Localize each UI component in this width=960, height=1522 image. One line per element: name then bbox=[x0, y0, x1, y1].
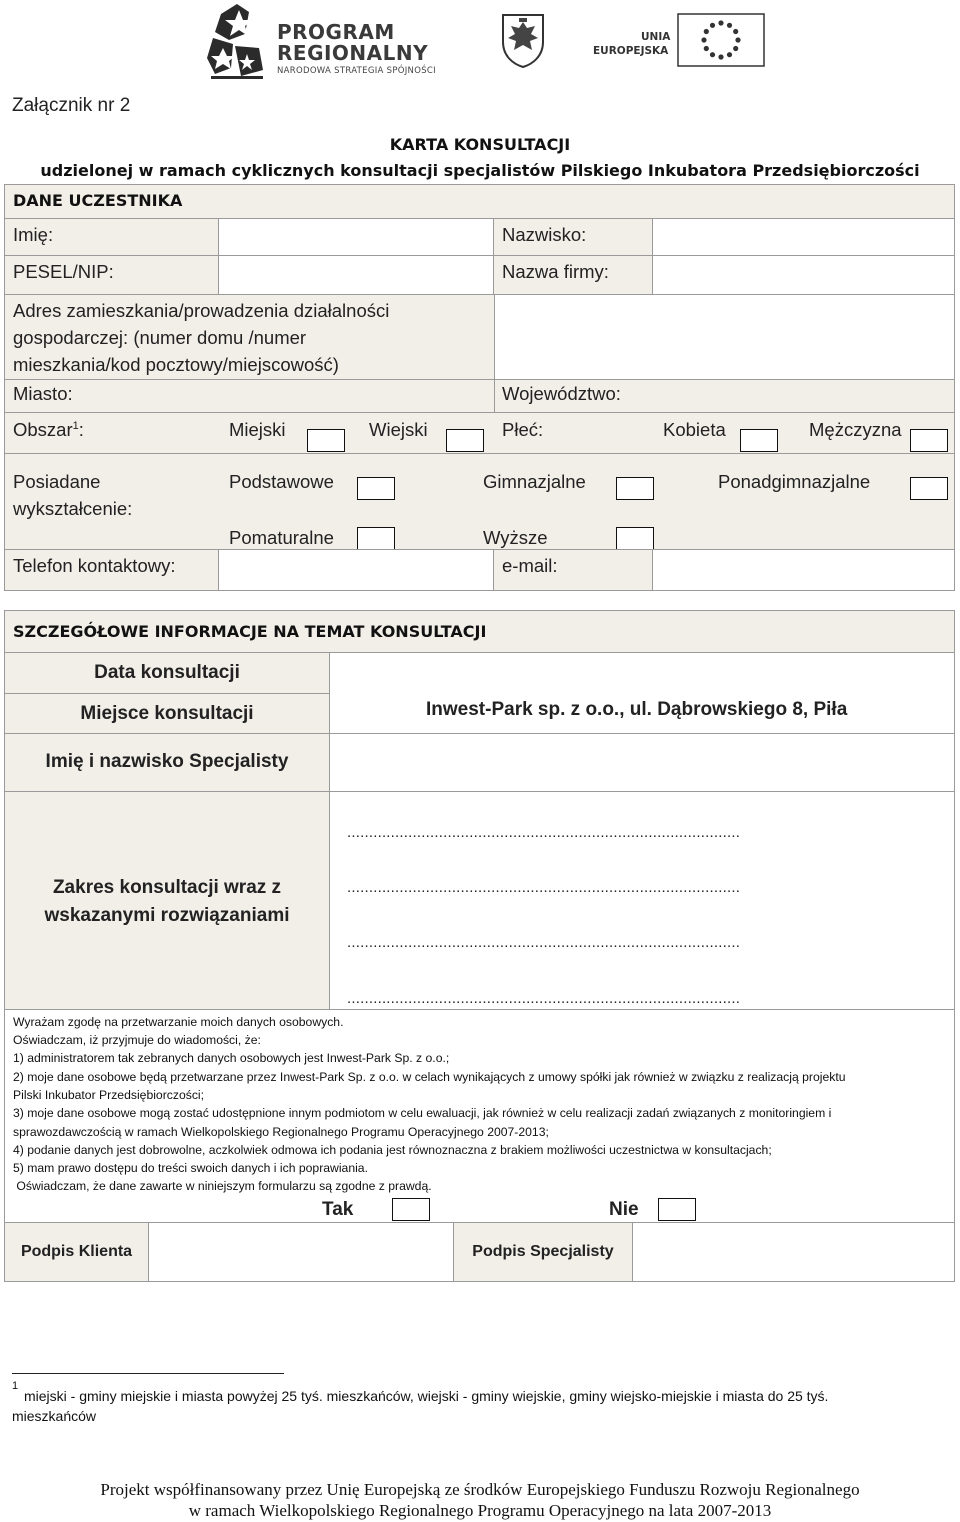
consent-line: 5) mam prawo dostępu do treści swoich danych i ich poprawiania. bbox=[13, 1161, 368, 1175]
scope-dots-3: .......................................................................................... bbox=[347, 934, 741, 951]
consent-line: Oświadczam, iż przyjmuje do wiadomości, że: bbox=[13, 1033, 261, 1047]
first-name-field[interactable] bbox=[218, 218, 494, 256]
place-label: Miejsce konsultacji bbox=[80, 703, 254, 724]
pesel-field[interactable] bbox=[218, 255, 494, 295]
consent-line: Wyrażam zgodę na przetwarzanie moich danych osobowych. bbox=[13, 1015, 344, 1029]
participant-section-title: DANE UCZESTNIKA bbox=[13, 191, 183, 210]
footnote-separator bbox=[12, 1373, 284, 1374]
page-title: KARTA KONSULTACJI bbox=[389, 135, 571, 154]
place-value: Inwest-Park sp. z o.o., ul. Dąbrowskiego 8, Piła bbox=[426, 699, 848, 720]
scope-label-l1: Zakres konsultacji wraz z bbox=[52, 877, 282, 898]
edu-post-checkbox[interactable] bbox=[357, 527, 395, 550]
edu-higher-label: Wyższe bbox=[483, 527, 548, 548]
header-logos bbox=[0, 0, 960, 90]
wielkopolska-eagle-crest-icon bbox=[500, 12, 546, 68]
specialist-signature-field[interactable] bbox=[632, 1222, 955, 1282]
consent-line: 2) moje dane osobowe będą przetwarzane przez Inwest-Park Sp. z o.o. w celach wynikających z umowy spółki jak również w związku z realizacją projektu bbox=[13, 1070, 846, 1084]
area-label: Obszar$^1$: bbox=[13, 419, 84, 440]
scope-dots-2: .......................................................................................... bbox=[347, 879, 741, 896]
footer-line1: Projekt współfinansowany przez Unię Europejską ze środków Europejskiego Funduszu Rozwoju Regionalnego bbox=[100, 1480, 860, 1499]
edu-primary-label: Podstawowe bbox=[229, 471, 334, 492]
footnote-mark: 1 bbox=[12, 1380, 19, 1392]
address-field[interactable] bbox=[494, 294, 955, 380]
last-name-field[interactable] bbox=[652, 218, 955, 256]
education-label-l2: wykształcenie: bbox=[13, 498, 133, 519]
program-line1: PROGRAM bbox=[277, 20, 395, 44]
client-signature-label: Podpis Klienta bbox=[20, 1243, 133, 1260]
consent-line: 3) moje dane osobowe mogą zostać udostępnione innym podmiotom w celu ewaluacji, jak również w celu realizacji zadań związanych z monitoringiem i bbox=[13, 1106, 832, 1120]
program-line2: REGIONALNY bbox=[277, 41, 429, 65]
consent-line: 4) podanie danych jest dobrowolne, aczkolwiek odmowa ich podania jest równoznaczna z brakiem możliwości uczestnictwa w konsultacjach; bbox=[13, 1143, 772, 1157]
pesel-label: PESEL/NIP: bbox=[13, 261, 114, 282]
phone-field[interactable] bbox=[218, 549, 494, 591]
eu-logo bbox=[593, 13, 765, 67]
last-name-label: Nazwisko: bbox=[502, 224, 587, 245]
education-label-l1: Posiadane bbox=[13, 471, 101, 492]
consent-line: Oświadczam, że dane zawarte w niniejszym formularzu są zgodne z prawdą. bbox=[13, 1179, 432, 1193]
consent-no-checkbox[interactable] bbox=[658, 1198, 696, 1221]
gender-label: Płeć: bbox=[502, 419, 544, 440]
edu-primary-checkbox[interactable] bbox=[357, 477, 395, 500]
attachment-label: Załącznik nr 2 bbox=[12, 95, 131, 116]
specialist-field[interactable] bbox=[329, 733, 955, 792]
date-place-field[interactable] bbox=[329, 652, 955, 734]
edu-higher-checkbox[interactable] bbox=[616, 527, 654, 550]
city-label: Miasto: bbox=[13, 383, 73, 404]
urban-label: Miejski bbox=[229, 419, 286, 440]
program-subtitle: NARODOWA STRATEGIA SPÓJNOŚCI bbox=[277, 66, 436, 76]
eu-line2: EUROPEJSKA bbox=[593, 45, 669, 57]
consent-line: sprawozdawczością w ramach Wielkopolskiego Regionalnego Programu Operacyjnego 2007-2013; bbox=[13, 1125, 549, 1139]
specialist-signature-label: Podpis Specjalisty bbox=[472, 1243, 614, 1260]
voivodeship-label: Województwo: bbox=[502, 383, 621, 404]
consent-line: Pilski Inkubator Przedsiębiorczości; bbox=[13, 1088, 205, 1102]
scope-dots-4: .......................................................................................... bbox=[347, 990, 741, 1007]
edu-gymn-label: Gimnazjalne bbox=[483, 471, 586, 492]
client-signature-field[interactable] bbox=[148, 1222, 454, 1282]
male-label: Mężczyzna bbox=[809, 419, 902, 440]
consent-yes-label: Tak bbox=[322, 1199, 354, 1220]
female-checkbox[interactable] bbox=[740, 429, 778, 452]
consent-yes-checkbox[interactable] bbox=[392, 1198, 430, 1221]
consent-line: 1) administratorem tak zebranych danych osobowych jest Inwest-Park Sp. z o.o.; bbox=[13, 1051, 450, 1065]
edu-post-label: Pomaturalne bbox=[229, 527, 334, 548]
address-label-l3: mieszkania/kod pocztowy/miejscowość) bbox=[13, 354, 339, 375]
consultation-section-title: SZCZEGÓŁOWE INFORMACJE NA TEMAT KONSULTACJI bbox=[13, 622, 487, 641]
phone-label: Telefon kontaktowy: bbox=[13, 555, 176, 576]
consent-no-label: Nie bbox=[609, 1199, 639, 1220]
page-subtitle: udzielonej w ramach cyklicznych konsultacji specjalistów Pilskiego Inkubatora Przedsiębiorczości bbox=[40, 161, 920, 180]
date-label: Data konsultacji bbox=[94, 662, 240, 683]
company-label: Nazwa firmy: bbox=[502, 261, 609, 282]
rural-checkbox[interactable] bbox=[446, 429, 484, 452]
address-label-l1: Adres zamieszkania/prowadzenia działalności bbox=[13, 300, 390, 321]
edu-gymn-checkbox[interactable] bbox=[616, 477, 654, 500]
email-label: e-mail: bbox=[502, 555, 558, 576]
female-label: Kobieta bbox=[663, 419, 726, 440]
scope-label-l2: wskazanymi rozwiązaniami bbox=[44, 905, 290, 926]
urban-checkbox[interactable] bbox=[307, 429, 345, 452]
footnote-text-l1: miejski - gminy miejskie i miasta powyżej 25 tyś. mieszkańców, wiejski - gminy wiejskie, gminy wiejsko-miejskie i miasta do 25 tyś. bbox=[24, 1388, 829, 1404]
edu-upper-checkbox[interactable] bbox=[910, 477, 948, 500]
specialist-label: Imię i nazwisko Specjalisty bbox=[45, 751, 289, 772]
footnote-text-l2: mieszkańców bbox=[12, 1408, 97, 1424]
star-logo-icon bbox=[205, 4, 271, 82]
rural-label: Wiejski bbox=[369, 419, 428, 440]
program-regionalny-logo bbox=[205, 4, 465, 82]
first-name-label: Imię: bbox=[13, 224, 54, 245]
footer-line2: w ramach Wielkopolskiego Regionalnego Programu Operacyjnego na lata 2007-2013 bbox=[188, 1501, 772, 1520]
male-checkbox[interactable] bbox=[910, 429, 948, 452]
edu-upper-label: Ponadgimnazjalne bbox=[718, 471, 871, 492]
address-label-l2: gospodarczej: (numer domu /numer bbox=[13, 327, 307, 348]
email-field[interactable] bbox=[652, 549, 955, 591]
scope-dots-1: .......................................................................................... bbox=[347, 824, 741, 841]
eu-line1: UNIA bbox=[641, 31, 671, 43]
eu-flag-icon bbox=[677, 13, 765, 67]
company-field[interactable] bbox=[652, 255, 955, 295]
